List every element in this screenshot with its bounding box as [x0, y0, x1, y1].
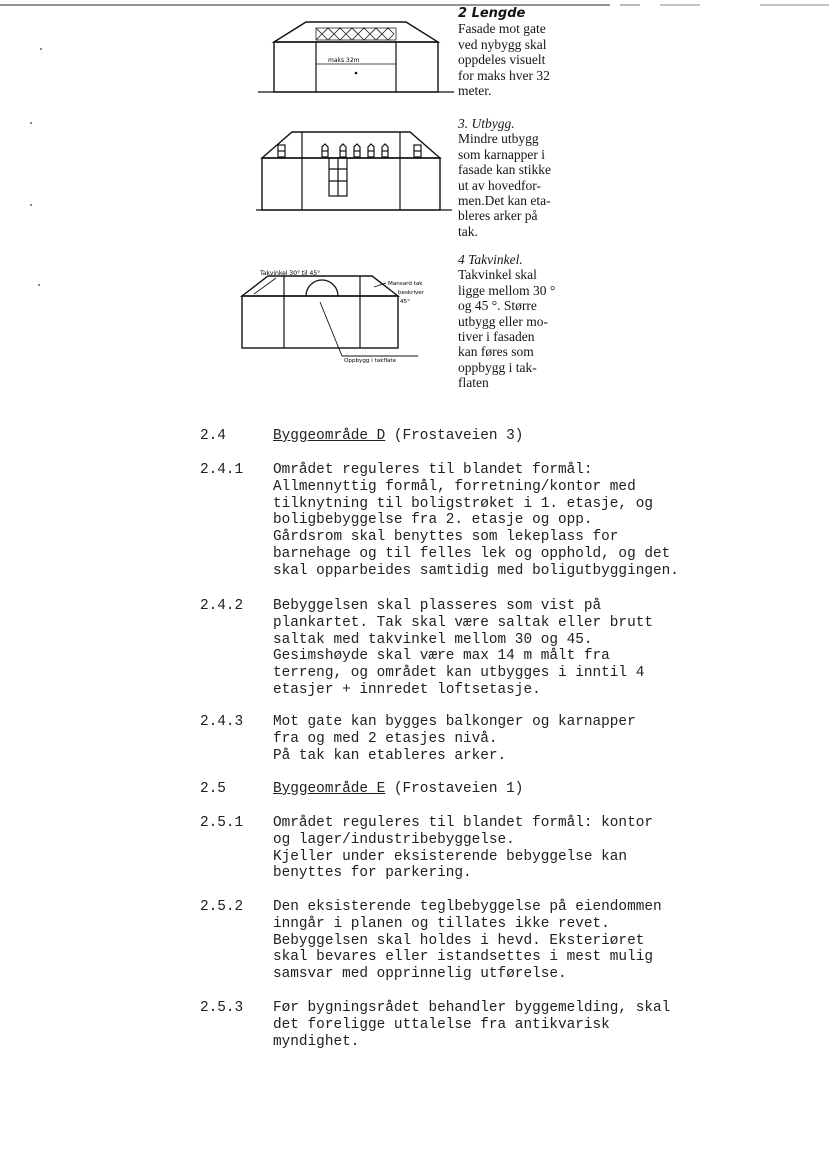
caption-line: Fasade mot gate	[458, 21, 546, 37]
caption-line: kan føres som	[458, 344, 534, 360]
section-number: 2.5.1	[200, 815, 244, 831]
section-number: 2.4.2	[200, 598, 244, 614]
caption-line: og 45 °. Større	[458, 298, 537, 314]
scan-speck	[40, 48, 42, 50]
fig4-roof-angle-label: Takvinkel 30° til 45°	[260, 270, 321, 277]
caption-line: meter.	[458, 83, 492, 99]
paragraph-line: inngår i planen og tillates ikke revet.	[273, 915, 610, 932]
paragraph-line: Gårdsrom skal benyttes som lekeplass for	[273, 529, 619, 546]
section-number: 2.5	[200, 781, 226, 797]
fig4-mansard-label: beskriver	[398, 290, 425, 296]
paragraph-line: Bebyggelsen skal holdes i hevd. Eksteriøret	[273, 932, 645, 949]
figure-facade-length	[258, 14, 454, 94]
paragraph-line: benyttes for parkering.	[273, 865, 472, 882]
caption-line: ved nybygg skal	[458, 36, 547, 52]
paragraph-line: boligbebyggelse fra 2. etasje og opp.	[273, 512, 593, 529]
fig2-length-label: maks 32m	[328, 57, 360, 64]
caption-line: ligge mellom 30 °	[458, 282, 556, 298]
paragraph-line: tilknytning til boligstrøket i 1. etasje, og	[273, 495, 653, 512]
fig4-mansard-label: Mansard tak	[388, 281, 423, 287]
section-number: 2.5.3	[200, 1000, 244, 1016]
paragraph-line: Mot gate kan bygges balkonger og karnapper	[273, 714, 636, 730]
paragraph-line: myndighet.	[273, 1033, 360, 1050]
caption-line: fasade kan stikke	[458, 162, 551, 178]
paragraph-line: terreng, og området kan utbygges i inntil 4	[273, 665, 645, 682]
caption-line: men.Det kan eta-	[458, 193, 551, 209]
paragraph-line: samsvar med opprinnelig utførelse.	[273, 966, 567, 983]
paragraph-line: skal bevares eller istandsettes i mest mulig	[273, 949, 653, 966]
section-title-rest: (Frostaveien 1)	[385, 781, 524, 797]
paragraph-line: etasjer + innredet loftsetasje.	[273, 681, 541, 698]
scan-speck	[30, 122, 32, 124]
paragraph-line: skal opparbeides samtidig med boligutbyggingen.	[273, 562, 679, 579]
section-number: 2.4.1	[200, 462, 244, 478]
scan-speck	[38, 284, 40, 286]
caption-line: oppdeles visuelt	[458, 52, 546, 68]
paragraph-line: Den eksisterende teglbebyggelse på eiendommen	[273, 899, 662, 915]
section-title-rest: (Frostaveien 3)	[385, 428, 524, 444]
caption-line: ut av hovedfor-	[458, 177, 541, 193]
caption-line: tak.	[458, 223, 478, 239]
caption-line: som karnapper i	[458, 146, 545, 162]
paragraph-line: Allmennyttig formål, forretning/kontor med	[273, 478, 636, 495]
caption-line: for maks hver 32	[458, 67, 550, 83]
paragraph-line: og lager/industribebyggelse.	[273, 831, 515, 848]
paragraph-line: På tak kan etableres arker.	[273, 747, 507, 764]
paragraph-line: saltak med takvinkel mellom 30 og 45.	[273, 631, 593, 648]
caption-line: flaten	[458, 375, 489, 391]
paragraph-line: Bebyggelsen skal plasseres som vist på	[273, 598, 602, 614]
section-title: Byggeområde E	[273, 781, 386, 797]
caption-heading: 2 Lengde	[458, 6, 526, 21]
section-title: Byggeområde D	[273, 428, 386, 444]
paragraph-line: det foreligge uttalelse fra antikvarisk	[273, 1016, 610, 1033]
caption-line: Takvinkel skal	[458, 267, 537, 283]
caption-line: Mindre utbygg	[458, 131, 539, 147]
fig4-mansard-label: 45°	[400, 299, 410, 305]
paragraph-line: Kjeller under eksisterende bebyggelse kan	[273, 848, 628, 865]
paragraph-line: Før bygningsrådet behandler byggemelding, skal	[273, 1000, 671, 1016]
figure-extensions	[256, 128, 452, 216]
caption-heading: 3. Utbygg.	[458, 116, 515, 131]
caption-line: bleres arker på	[458, 208, 538, 224]
caption-length	[458, 6, 588, 98]
caption-extensions	[458, 116, 588, 239]
fig4-roof-surface-label: Oppbygg i takflate	[344, 358, 397, 364]
caption-heading: 4 Takvinkel.	[458, 252, 523, 267]
caption-line: tiver i fasaden	[458, 329, 535, 345]
paragraph-line: Området reguleres til blandet formål: kontor	[273, 815, 653, 831]
paragraph-line: Området reguleres til blandet formål:	[273, 462, 593, 478]
scan-speck	[30, 204, 32, 206]
figure-roof-angle	[240, 264, 458, 368]
caption-roof-angle	[458, 252, 588, 391]
top-border-line	[0, 4, 829, 6]
paragraph-line: barnehage og til felles lek og opphold, og det	[273, 545, 671, 562]
paragraph-line: Gesimshøyde skal være max 14 m målt fra	[273, 648, 610, 665]
section-number: 2.5.2	[200, 899, 244, 915]
caption-line: utbygg eller mo-	[458, 313, 548, 329]
section-number: 2.4	[200, 428, 226, 444]
paragraph-line: fra og med 2 etasjes nivå.	[273, 730, 498, 747]
section-number: 2.4.3	[200, 714, 244, 730]
paragraph-line: plankartet. Tak skal være saltak eller brutt	[273, 614, 653, 631]
caption-line: oppbygg i tak-	[458, 359, 537, 375]
